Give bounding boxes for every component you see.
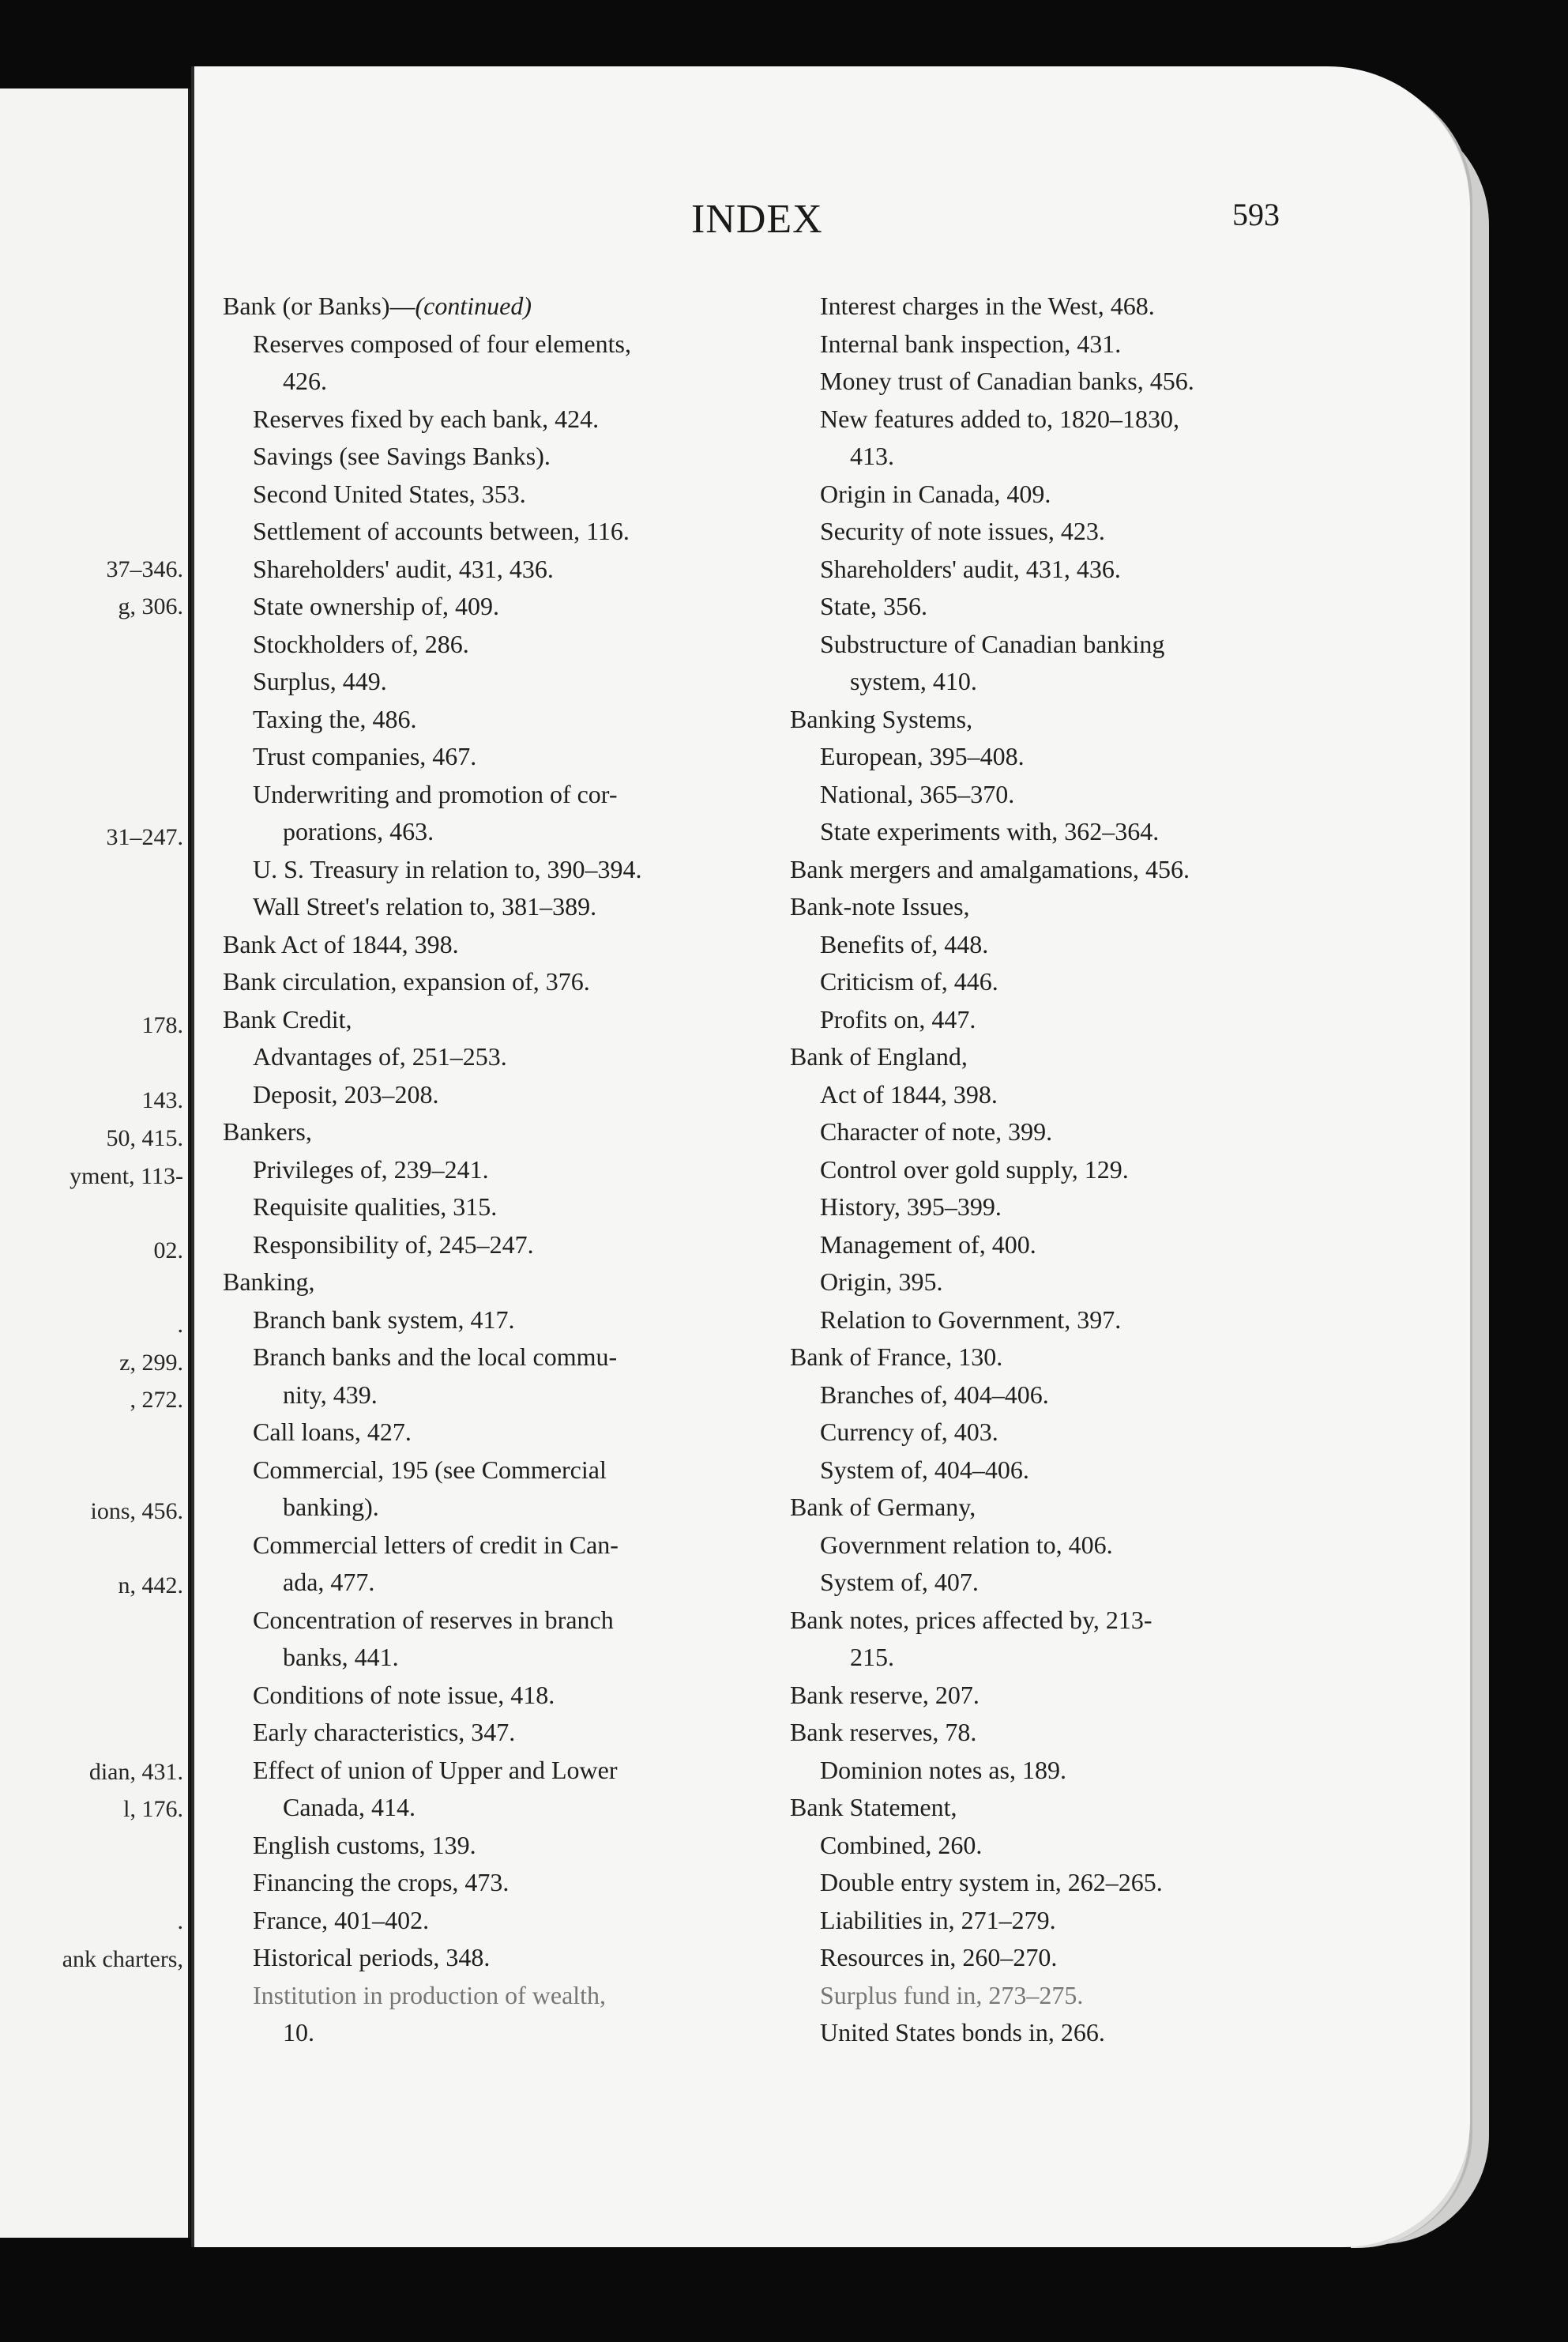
index-column-right: [790, 288, 1335, 2052]
left-page-fragment: , 272.: [130, 1387, 183, 1413]
index-entry: Double entry system in, 262–265.: [820, 1868, 1163, 1896]
index-entry: English customs, 139.: [253, 1830, 476, 1859]
index-entry: Effect of union of Upper and Lower: [253, 1755, 618, 1784]
index-entry: Shareholders' audit, 431, 436.: [820, 554, 1121, 583]
index-entry: Profits on, 447.: [820, 1004, 976, 1034]
index-entry: Branch banks and the local commu-: [253, 1342, 618, 1371]
index-entry: Interest charges in the West, 468.: [820, 292, 1155, 320]
index-entry: Act of 1844, 398.: [820, 1079, 998, 1109]
index-entry: Deposit, 203–208.: [253, 1079, 439, 1109]
index-entry: Character of note, 399.: [820, 1117, 1053, 1146]
left-page-fragment: .: [177, 1312, 183, 1338]
index-entry: Reserves fixed by each bank, 424.: [253, 404, 600, 433]
left-page-fragment: 143.: [141, 1087, 183, 1113]
index-entry: Surplus, 449.: [253, 667, 387, 695]
index-entry: Control over gold supply, 129.: [820, 1154, 1129, 1184]
index-entry: Conditions of note issue, 418.: [253, 1680, 555, 1709]
index-entry: 215.: [850, 1643, 894, 1671]
left-page-fragment: g, 306.: [118, 593, 183, 619]
index-entry: Financing the crops, 473.: [253, 1868, 510, 1896]
index-entry: Combined, 260.: [820, 1830, 983, 1859]
index-entry: Privileges of, 239–241.: [253, 1154, 489, 1184]
index-entry: State experiments with, 362–364.: [820, 817, 1160, 845]
index-entry: Banking,: [223, 1267, 315, 1296]
index-entry: Bank notes, prices affected by, 213-: [790, 1605, 1152, 1634]
index-entry: banking).: [283, 1493, 379, 1521]
index-entry: Stockholders of, 286.: [253, 629, 469, 658]
index-entry: Currency of, 403.: [820, 1418, 998, 1446]
index-entry: 10.: [283, 2018, 314, 2046]
index-entry: Bank-note Issues,: [790, 892, 970, 921]
index-entry: system, 410.: [850, 667, 977, 695]
left-page-fragment: ank charters,: [62, 1946, 183, 1972]
index-entry: System of, 404–406.: [820, 1455, 1029, 1484]
index-entry: Relation to Government, 397.: [820, 1305, 1122, 1334]
left-page-fragment: 37–346.: [106, 556, 183, 582]
index-entry: Call loans, 427.: [253, 1418, 412, 1446]
index-entry: Trust companies, 467.: [253, 742, 477, 770]
index-entry: Shareholders' audit, 431, 436.: [253, 554, 554, 583]
index-entry: Institution in production of wealth,: [253, 1980, 607, 2009]
left-page-fragment: 178.: [141, 1012, 183, 1038]
left-page: [0, 88, 190, 2238]
page-number: 593: [1232, 197, 1280, 232]
index-entry: Bank reserve, 207.: [790, 1680, 980, 1709]
index-entry: Bank of Germany,: [790, 1493, 976, 1521]
index-entry: Benefits of, 448.: [820, 929, 989, 958]
index-entry: Requisite qualities, 315.: [253, 1192, 498, 1221]
index-entry: System of, 407.: [820, 1568, 979, 1596]
index-entry: Surplus fund in, 273–275.: [820, 1980, 1084, 2009]
index-entry: Early characteristics, 347.: [253, 1718, 516, 1746]
index-entry: Historical periods, 348.: [253, 1943, 491, 1971]
index-entry: Dominion notes as, 189.: [820, 1755, 1066, 1784]
index-entry: Bank Act of 1844, 398.: [223, 929, 459, 958]
left-page-fragment: z, 299.: [119, 1350, 183, 1376]
index-entry: Resources in, 260–270.: [820, 1943, 1058, 1971]
index-entry: History, 395–399.: [820, 1192, 1002, 1221]
index-entry: Bank Statement,: [790, 1793, 957, 1821]
index-entry: Savings (see Savings Banks).: [253, 442, 551, 470]
index-entry: Taxing the, 486.: [253, 704, 417, 733]
index-entry: Settlement of accounts between, 116.: [253, 517, 630, 545]
index-entry: 413.: [850, 442, 894, 470]
left-page-fragment: yment, 113-: [70, 1163, 183, 1189]
left-page-fragment: ions, 456.: [90, 1498, 183, 1524]
index-entry: ada, 477.: [283, 1568, 375, 1596]
index-entry: Bank of England,: [790, 1042, 968, 1071]
index-entry: European, 395–408.: [820, 742, 1025, 770]
left-page-fragment: n, 442.: [118, 1572, 183, 1598]
index-entry: Commercial, 195 (see Commercial: [253, 1455, 607, 1484]
left-page-fragment: 50, 415.: [106, 1125, 183, 1151]
index-entry: Bank Credit,: [223, 1004, 352, 1034]
index-entry: Liabilities in, 271–279.: [820, 1905, 1056, 1934]
index-entry: Bank of France, 130.: [790, 1342, 1003, 1371]
left-page-fragment: 02.: [153, 1237, 183, 1263]
left-page-fragment: l, 176.: [123, 1796, 183, 1822]
left-page-fragment: dian, 431.: [88, 1759, 183, 1785]
index-entry: Second United States, 353.: [253, 479, 526, 508]
index-entry: France, 401–402.: [253, 1905, 430, 1934]
index-entry: Bankers,: [223, 1117, 312, 1146]
index-entry: U. S. Treasury in relation to, 390–394.: [253, 854, 642, 883]
left-page-fragment: 31–247.: [106, 824, 183, 850]
index-entry: Banking Systems,: [790, 704, 973, 733]
index-entry: National, 365–370.: [820, 779, 1015, 808]
index-entry: Management of, 400.: [820, 1229, 1036, 1259]
index-column-left: [223, 288, 768, 2052]
index-entry: Money trust of Canadian banks, 456.: [820, 367, 1194, 395]
index-entry: State, 356.: [820, 592, 927, 620]
index-entry: Branch bank system, 417.: [253, 1305, 515, 1334]
index-entry: nity, 439.: [283, 1380, 378, 1409]
index-entry: Advantages of, 251–253.: [253, 1042, 507, 1071]
index-entry: Bank (or Banks)—(continued): [223, 292, 532, 320]
index-entry: United States bonds in, 266.: [820, 2018, 1105, 2046]
index-entry: Reserves composed of four elements,: [253, 329, 631, 358]
index-entry: Branches of, 404–406.: [820, 1380, 1049, 1409]
index-entry: Underwriting and promotion of cor-: [253, 779, 618, 808]
index-entry: Substructure of Canadian banking: [820, 629, 1165, 658]
index-entry: Origin, 395.: [820, 1267, 943, 1296]
index-entry: Concentration of reserves in branch: [253, 1605, 614, 1634]
index-entry: Wall Street's relation to, 381–389.: [253, 892, 597, 921]
index-entry: Commercial letters of credit in Can-: [253, 1530, 619, 1559]
index-entry: Canada, 414.: [283, 1793, 416, 1821]
index-entry: banks, 441.: [283, 1643, 399, 1671]
index-entry: Bank reserves, 78.: [790, 1718, 977, 1746]
index-entry: Bank circulation, expansion of, 376.: [223, 967, 590, 996]
index-entry: 426.: [283, 367, 327, 395]
index-entry: Origin in Canada, 409.: [820, 479, 1051, 508]
index-entry: Government relation to, 406.: [820, 1530, 1113, 1559]
index-entry: Responsibility of, 245–247.: [253, 1229, 534, 1259]
index-entry: porations, 463.: [283, 817, 434, 845]
index-entry: Internal bank inspection, 431.: [820, 329, 1122, 358]
left-page-fragment: .: [177, 1908, 183, 1934]
index-entry: State ownership of, 409.: [253, 592, 499, 620]
index-entry: Security of note issues, 423.: [820, 517, 1105, 545]
index-entry: Criticism of, 446.: [820, 967, 998, 996]
index-entry: New features added to, 1820–1830,: [820, 404, 1179, 433]
index-entry: Bank mergers and amalgamations, 456.: [790, 854, 1190, 883]
page-title: INDEX: [691, 197, 823, 242]
